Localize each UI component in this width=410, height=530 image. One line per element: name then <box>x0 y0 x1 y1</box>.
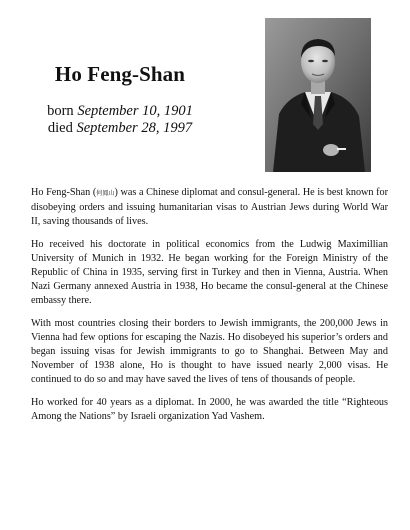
born-label: born <box>47 103 74 119</box>
died-label: died <box>47 120 73 136</box>
intro-rest: ) was a Chinese diplomat and consul-general. He is best known for disobeying orders and issuing humanitarian visas to Austrian Jews during World War II, saving thousands of lives. <box>31 187 388 227</box>
life-dates <box>20 103 220 137</box>
paragraph-intro <box>31 186 388 229</box>
died-line <box>20 120 220 137</box>
paragraph-education: Ho received his doctorate in political economics from the Ludwig Maximillian University of Munich in 1932. He began working for the Foreign Ministry of the Republic of China in 1935, serving first in Turkey and then in Vienna, Austria. When Nazi Germany annexed Austria in 1938, Ho became the consul-general at the Chinese embassy there. <box>31 239 388 306</box>
born-date: September 10, 1901 <box>77 103 193 119</box>
page-title: Ho Feng-Shan <box>54 62 186 86</box>
portrait-photo <box>265 18 371 172</box>
born-line <box>20 103 220 120</box>
paragraph-visas: With most countries closing their borders to Jewish immigrants, the 200,000 Jews in Vienna had few options for escaping the Nazis. Ho disobeyed his superior’s orders and began issuing visas for Jewish immigrants to go to Shanghai. Between May and November of 1938 alone, Ho is thought to have issued nearly 2,000 visas. He continued to do so and may have saved the lives of tens of thousands of people. <box>31 318 388 385</box>
chinese-name: 何鳳山 <box>96 190 115 197</box>
paragraph-legacy: Ho worked for 40 years as a diplomat. In 2000, he was awarded the title “Righteous Among the Nations” by Israeli organization Yad Vashem. <box>31 397 388 422</box>
intro-start: Ho Feng-Shan ( <box>31 187 97 198</box>
biography-text <box>31 186 388 433</box>
portrait-illustration <box>265 18 371 172</box>
died-date: September 28, 1997 <box>76 120 193 136</box>
